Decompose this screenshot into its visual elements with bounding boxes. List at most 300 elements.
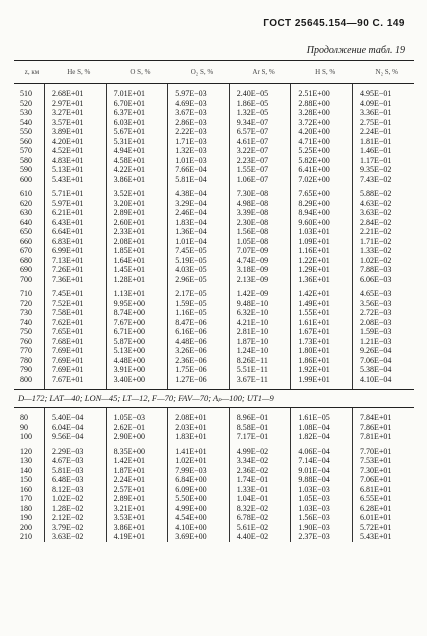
value-cell: 6.03E+01 bbox=[113, 117, 145, 127]
table-row bbox=[14, 308, 414, 318]
value-cell: 1.05E−08 bbox=[236, 236, 269, 246]
value-cell: 4.09E−01 bbox=[359, 98, 392, 108]
altitude-cell: 610 bbox=[20, 189, 32, 198]
value-cell: 1.03E−03 bbox=[298, 484, 330, 494]
value-cell: 5.50E+00 bbox=[175, 494, 207, 503]
value-cell: 5.13E+01 bbox=[52, 165, 84, 174]
altitude-cell: 690 bbox=[20, 265, 32, 274]
altitude-cell: 560 bbox=[20, 136, 32, 146]
altitude-cell: 170 bbox=[20, 494, 32, 503]
value-cell: 3.53E+01 bbox=[113, 513, 145, 522]
value-cell: 4.63E−02 bbox=[359, 198, 392, 208]
altitude-cell: 200 bbox=[20, 522, 32, 532]
value-cell: 6.43E+01 bbox=[52, 217, 84, 227]
value-cell: 6.70E+01 bbox=[113, 98, 145, 108]
altitude-cell: 510 bbox=[20, 89, 32, 98]
value-cell: 5.71E+01 bbox=[52, 189, 84, 198]
value-cell: 2.46E−04 bbox=[175, 208, 207, 217]
altitude-cell: 800 bbox=[20, 374, 32, 384]
altitude-cell: 120 bbox=[20, 446, 32, 456]
altitude-cell: 620 bbox=[20, 198, 32, 208]
value-cell: 2.33E+01 bbox=[113, 227, 145, 236]
value-cell: 1.36E−04 bbox=[175, 227, 207, 236]
table-continuation-label: Продолжение табл. 19 bbox=[306, 45, 405, 56]
altitude-cell: 710 bbox=[20, 289, 32, 298]
value-cell: 7.17E−01 bbox=[236, 432, 269, 441]
value-cell: 5.72E+01 bbox=[359, 522, 392, 532]
altitude-cell: 150 bbox=[20, 475, 32, 484]
table-row bbox=[14, 523, 414, 533]
value-cell: 5.82E+00 bbox=[298, 155, 330, 165]
value-cell: 1.41E+01 bbox=[175, 446, 207, 456]
altitude-cell: 750 bbox=[20, 327, 32, 336]
value-cell: 5.67E+01 bbox=[113, 127, 145, 136]
value-cell: 1.33E−01 bbox=[236, 484, 269, 494]
col-header-h: H S, % bbox=[315, 68, 336, 76]
value-cell: 1.56E−03 bbox=[298, 513, 330, 522]
value-cell: 4.67E−03 bbox=[52, 456, 84, 465]
altitude-cell: 160 bbox=[20, 484, 32, 494]
value-cell: 7.02E+00 bbox=[298, 174, 330, 184]
value-cell: 1.86E+01 bbox=[298, 355, 330, 365]
value-cell: 2.51E+00 bbox=[298, 89, 330, 98]
column-divider bbox=[44, 84, 45, 389]
value-cell: 8.32E−02 bbox=[236, 503, 269, 513]
value-cell: 4.10E+00 bbox=[175, 522, 207, 532]
value-cell: 2.36E−06 bbox=[175, 355, 207, 365]
value-cell: 4.58E+01 bbox=[113, 155, 145, 165]
value-cell: 1.75E−06 bbox=[175, 365, 207, 374]
value-cell: 4.48E+00 bbox=[113, 355, 145, 365]
value-cell: 2.08E+01 bbox=[113, 236, 145, 246]
value-cell: 1.01E−03 bbox=[175, 155, 207, 165]
table-row bbox=[14, 327, 414, 337]
value-cell: 7.53E+01 bbox=[359, 456, 392, 465]
value-cell: 7.67E+00 bbox=[113, 317, 145, 327]
value-cell: 1.02E−02 bbox=[52, 494, 84, 503]
altitude-cell: 580 bbox=[20, 155, 32, 165]
value-cell: 2.29E−03 bbox=[52, 446, 84, 456]
value-cell: 3.34E−02 bbox=[236, 456, 269, 465]
column-divider bbox=[290, 408, 291, 542]
altitude-cell: 760 bbox=[20, 336, 32, 346]
table-row bbox=[14, 513, 414, 523]
value-cell: 3.63E−02 bbox=[52, 532, 84, 541]
table-row bbox=[14, 365, 414, 375]
altitude-cell: 740 bbox=[20, 317, 32, 327]
table-row bbox=[14, 175, 414, 185]
col-header-n2: N₂ S, % bbox=[375, 68, 398, 76]
table-row bbox=[14, 299, 414, 309]
value-cell: 1.45E+01 bbox=[113, 265, 145, 274]
table-row bbox=[14, 227, 414, 237]
value-cell: 4.06E−04 bbox=[298, 446, 330, 456]
value-cell: 7.70E+01 bbox=[359, 446, 392, 456]
value-cell: 6.06E−03 bbox=[359, 274, 392, 284]
value-cell: 4.99E−02 bbox=[236, 446, 269, 456]
table-row bbox=[14, 432, 414, 442]
value-cell: 3.52E+01 bbox=[113, 189, 145, 198]
table-row bbox=[14, 413, 414, 423]
value-cell: 6.16E−06 bbox=[175, 327, 207, 336]
value-cell: 2.57E+01 bbox=[113, 484, 145, 494]
value-cell: 4.20E+01 bbox=[52, 136, 84, 146]
table-row bbox=[14, 494, 414, 504]
value-cell: 2.90E+00 bbox=[113, 432, 145, 441]
value-cell: 2.12E−02 bbox=[52, 513, 84, 522]
value-cell: 2.72E−03 bbox=[359, 308, 392, 317]
value-cell: 1.24E−10 bbox=[236, 346, 269, 355]
value-cell: 1.85E+01 bbox=[113, 246, 145, 255]
value-cell: 2.37E−03 bbox=[298, 532, 330, 541]
value-cell: 2.03E+01 bbox=[175, 422, 207, 432]
value-cell: 6.37E+01 bbox=[113, 108, 145, 117]
row-block-1 bbox=[14, 89, 414, 184]
value-cell: 3.67E−11 bbox=[236, 374, 268, 384]
table-row bbox=[14, 275, 414, 285]
altitude-cell: 630 bbox=[20, 208, 32, 217]
value-cell: 7.69E+01 bbox=[52, 355, 84, 365]
value-cell: 6.78E−02 bbox=[236, 513, 269, 522]
value-cell: 5.38E−04 bbox=[359, 365, 392, 374]
value-cell: 7.67E+01 bbox=[52, 374, 84, 384]
value-cell: 1.67E+01 bbox=[298, 327, 330, 336]
value-cell: 2.17E−05 bbox=[175, 289, 207, 298]
value-cell: 7.99E−03 bbox=[175, 465, 207, 475]
value-cell: 1.22E+01 bbox=[298, 255, 330, 265]
value-cell: 1.05E−03 bbox=[298, 494, 330, 503]
value-cell: 3.21E+01 bbox=[113, 503, 145, 513]
value-cell: 5.40E−04 bbox=[52, 413, 84, 422]
value-cell: 1.99E+01 bbox=[298, 374, 330, 384]
value-cell: 1.32E−03 bbox=[175, 146, 207, 155]
table-row bbox=[14, 89, 414, 99]
value-cell: 7.07E−09 bbox=[236, 246, 269, 255]
altitude-cell: 90 bbox=[20, 422, 28, 432]
value-cell: 5.61E−02 bbox=[236, 522, 269, 532]
column-divider bbox=[352, 84, 353, 389]
value-cell: 2.89E+01 bbox=[113, 208, 145, 217]
value-cell: 1.49E+01 bbox=[298, 298, 330, 308]
value-cell: 1.03E+01 bbox=[298, 227, 330, 236]
altitude-cell: 130 bbox=[20, 456, 32, 465]
table-row bbox=[14, 485, 414, 495]
value-cell: 4.38E−04 bbox=[175, 189, 207, 198]
value-cell: 4.22E+01 bbox=[113, 165, 145, 174]
value-cell: 4.20E+00 bbox=[298, 127, 330, 136]
value-cell: 9.34E−07 bbox=[236, 117, 269, 127]
value-cell: 5.97E−03 bbox=[175, 89, 207, 98]
value-cell: 2.36E−02 bbox=[236, 465, 269, 475]
value-cell: 7.13E+01 bbox=[52, 255, 84, 265]
altitude-cell: 730 bbox=[20, 308, 32, 317]
value-cell: 6.32E−10 bbox=[236, 308, 269, 317]
altitude-cell: 700 bbox=[20, 274, 32, 284]
value-cell: 4.52E+01 bbox=[52, 146, 84, 155]
value-cell: 1.42E+01 bbox=[113, 456, 145, 465]
value-cell: 4.74E−09 bbox=[236, 255, 269, 265]
table-row bbox=[14, 256, 414, 266]
altitude-cell: 780 bbox=[20, 355, 32, 365]
column-divider bbox=[167, 408, 168, 542]
value-cell: 6.99E+01 bbox=[52, 246, 84, 255]
table-row bbox=[14, 532, 414, 542]
value-cell: 5.13E+00 bbox=[113, 346, 145, 355]
value-cell: 1.71E−02 bbox=[359, 236, 392, 246]
value-cell: 2.96E−05 bbox=[175, 274, 207, 284]
value-cell: 3.86E+01 bbox=[113, 522, 145, 532]
value-cell: 6.64E+01 bbox=[52, 227, 84, 236]
value-cell: 3.28E+00 bbox=[298, 108, 330, 117]
altitude-cell: 140 bbox=[20, 465, 32, 475]
column-divider bbox=[106, 408, 107, 542]
column-divider bbox=[352, 408, 353, 542]
col-header-altitude: z, км bbox=[24, 68, 40, 76]
value-cell: 8.29E+00 bbox=[298, 198, 330, 208]
value-cell: 8.47E−06 bbox=[175, 317, 207, 327]
value-cell: 6.48E−03 bbox=[52, 475, 84, 484]
table-row bbox=[14, 118, 414, 128]
value-cell: 7.52E+01 bbox=[52, 298, 84, 308]
altitude-cell: 540 bbox=[20, 117, 32, 127]
value-cell: 7.81E+01 bbox=[359, 432, 392, 441]
value-cell: 7.01E+01 bbox=[113, 89, 145, 98]
value-cell: 2.60E+01 bbox=[113, 217, 145, 227]
value-cell: 3.91E+00 bbox=[113, 365, 145, 374]
value-cell: 2.08E−03 bbox=[359, 317, 392, 327]
column-divider bbox=[44, 408, 45, 542]
value-cell: 7.30E+01 bbox=[359, 465, 392, 475]
value-cell: 3.72E+00 bbox=[298, 117, 330, 127]
value-cell: 2.08E+01 bbox=[175, 413, 207, 422]
table-body-lower bbox=[14, 408, 414, 542]
value-cell: 7.86E+01 bbox=[359, 422, 392, 432]
altitude-cell: 530 bbox=[20, 108, 32, 117]
value-cell: 1.46E−01 bbox=[359, 146, 392, 155]
value-cell: 8.74E+00 bbox=[113, 308, 145, 317]
value-cell: 1.59E−05 bbox=[175, 298, 207, 308]
value-cell: 3.86E+01 bbox=[113, 174, 145, 184]
value-cell: 7.26E+01 bbox=[52, 265, 84, 274]
value-cell: 2.62E−01 bbox=[113, 422, 145, 432]
value-cell: 1.21E−03 bbox=[359, 336, 392, 346]
value-cell: 6.09E+00 bbox=[175, 484, 207, 494]
value-cell: 1.36E+01 bbox=[298, 274, 330, 284]
table-row bbox=[14, 356, 414, 366]
value-cell: 2.68E+01 bbox=[52, 89, 84, 98]
value-cell: 1.61E−05 bbox=[298, 413, 330, 422]
table-row bbox=[14, 189, 414, 199]
altitude-cell: 680 bbox=[20, 255, 32, 265]
value-cell: 3.67E−03 bbox=[175, 108, 207, 117]
value-cell: 1.13E+01 bbox=[113, 289, 145, 298]
value-cell: 7.65E+01 bbox=[52, 327, 84, 336]
value-cell: 4.03E−05 bbox=[175, 265, 207, 274]
value-cell: 1.09E+01 bbox=[298, 236, 330, 246]
altitude-cell: 790 bbox=[20, 365, 32, 374]
value-cell: 9.60E+00 bbox=[298, 217, 330, 227]
value-cell: 2.40E−05 bbox=[236, 89, 269, 98]
data-table bbox=[14, 60, 414, 542]
table-header-row bbox=[14, 60, 414, 84]
value-cell: 1.06E−07 bbox=[236, 174, 269, 184]
value-cell: 1.73E+01 bbox=[298, 336, 330, 346]
value-cell: 8.12E−03 bbox=[52, 484, 84, 494]
value-cell: 1.74E−01 bbox=[236, 475, 269, 484]
value-cell: 1.87E+01 bbox=[113, 465, 145, 475]
table-row bbox=[14, 346, 414, 356]
value-cell: 9.95E+00 bbox=[113, 298, 145, 308]
table-row bbox=[14, 265, 414, 275]
value-cell: 9.01E−04 bbox=[298, 465, 330, 475]
row-block-4 bbox=[14, 413, 414, 442]
value-cell: 4.54E+00 bbox=[175, 513, 207, 522]
value-cell: 5.97E+01 bbox=[52, 198, 84, 208]
table-row bbox=[14, 108, 414, 118]
value-cell: 8.26E−11 bbox=[236, 355, 268, 365]
value-cell: 1.04E−01 bbox=[236, 494, 269, 503]
value-cell: 4.69E−03 bbox=[175, 98, 207, 108]
table-body-upper bbox=[14, 84, 414, 389]
value-cell: 3.69E+00 bbox=[175, 532, 207, 541]
table-row bbox=[14, 137, 414, 147]
value-cell: 4.95E−01 bbox=[359, 89, 392, 98]
value-cell: 5.88E−02 bbox=[359, 189, 392, 198]
value-cell: 5.81E−03 bbox=[52, 465, 84, 475]
value-cell: 2.30E−08 bbox=[236, 217, 269, 227]
altitude-cell: 660 bbox=[20, 236, 32, 246]
value-cell: 1.83E−04 bbox=[175, 217, 207, 227]
value-cell: 2.84E−02 bbox=[359, 217, 392, 227]
table-row bbox=[14, 504, 414, 514]
altitude-cell: 550 bbox=[20, 127, 32, 136]
row-block-3 bbox=[14, 289, 414, 384]
value-cell: 2.75E−01 bbox=[359, 117, 392, 127]
column-divider bbox=[229, 84, 230, 389]
value-cell: 1.02E−02 bbox=[359, 255, 392, 265]
altitude-cell: 590 bbox=[20, 165, 32, 174]
value-cell: 7.66E−04 bbox=[175, 165, 207, 174]
value-cell: 7.43E−02 bbox=[359, 174, 392, 184]
value-cell: 1.81E−01 bbox=[359, 136, 392, 146]
altitude-cell: 100 bbox=[20, 432, 32, 441]
column-divider bbox=[106, 84, 107, 389]
value-cell: 3.18E−09 bbox=[236, 265, 269, 274]
value-cell: 6.28E+01 bbox=[359, 503, 392, 513]
value-cell: 1.86E−05 bbox=[236, 98, 269, 108]
value-cell: 1.28E+01 bbox=[113, 274, 145, 284]
value-cell: 4.71E+00 bbox=[298, 136, 330, 146]
value-cell: 9.48E−10 bbox=[236, 298, 269, 308]
value-cell: 8.35E+00 bbox=[113, 446, 145, 456]
value-cell: 4.48E−06 bbox=[175, 336, 207, 346]
value-cell: 2.88E+00 bbox=[298, 98, 330, 108]
value-cell: 1.16E−05 bbox=[175, 308, 207, 317]
col-header-o2: O₂ S, % bbox=[190, 68, 214, 76]
value-cell: 5.19E−05 bbox=[175, 255, 207, 265]
value-cell: 4.21E−10 bbox=[236, 317, 269, 327]
value-cell: 2.97E+01 bbox=[52, 98, 84, 108]
value-cell: 7.30E−08 bbox=[236, 189, 269, 198]
value-cell: 6.41E+00 bbox=[298, 165, 330, 174]
value-cell: 6.55E+01 bbox=[359, 494, 392, 503]
value-cell: 7.58E+01 bbox=[52, 308, 84, 317]
value-cell: 1.29E+01 bbox=[298, 265, 330, 274]
value-cell: 2.13E−09 bbox=[236, 274, 269, 284]
table-row bbox=[14, 337, 414, 347]
value-cell: 3.29E−04 bbox=[175, 198, 207, 208]
value-cell: 6.71E+00 bbox=[113, 327, 145, 336]
value-cell: 3.40E+00 bbox=[113, 374, 145, 384]
table-row bbox=[14, 423, 414, 433]
table-row bbox=[14, 218, 414, 228]
value-cell: 1.08E−04 bbox=[298, 422, 330, 432]
altitude-cell: 190 bbox=[20, 513, 32, 522]
value-cell: 1.55E+01 bbox=[298, 308, 330, 317]
col-header-ar: Ar S, % bbox=[252, 68, 275, 76]
table-row bbox=[14, 289, 414, 299]
value-cell: 8.96E−01 bbox=[236, 413, 269, 422]
column-divider bbox=[167, 84, 168, 389]
value-cell: 7.62E+01 bbox=[52, 317, 84, 327]
value-cell: 2.81E−10 bbox=[236, 327, 269, 336]
value-cell: 2.86E−03 bbox=[175, 117, 207, 127]
value-cell: 1.82E−04 bbox=[298, 432, 330, 441]
value-cell: 3.56E−03 bbox=[359, 298, 392, 308]
value-cell: 1.32E−05 bbox=[236, 108, 269, 117]
value-cell: 4.98E−08 bbox=[236, 198, 269, 208]
table-row bbox=[14, 475, 414, 485]
value-cell: 5.51E−11 bbox=[236, 365, 268, 374]
value-cell: 7.69E+01 bbox=[52, 346, 84, 355]
value-cell: 2.21E−02 bbox=[359, 227, 392, 236]
value-cell: 1.42E−09 bbox=[236, 289, 269, 298]
altitude-cell: 570 bbox=[20, 146, 32, 155]
value-cell: 3.57E+01 bbox=[52, 117, 84, 127]
value-cell: 1.17E−01 bbox=[359, 155, 392, 165]
col-header-he: He S, % bbox=[67, 68, 91, 76]
value-cell: 9.56E−04 bbox=[52, 432, 84, 441]
value-cell: 3.27E+01 bbox=[52, 108, 84, 117]
row-block-5 bbox=[14, 447, 414, 542]
value-cell: 2.24E+01 bbox=[113, 475, 145, 484]
table-row bbox=[14, 246, 414, 256]
value-cell: 5.43E+01 bbox=[359, 532, 392, 541]
value-cell: 4.19E+01 bbox=[113, 532, 145, 541]
column-divider bbox=[229, 408, 230, 542]
value-cell: 6.01E+01 bbox=[359, 513, 392, 522]
value-cell: 4.61E−07 bbox=[236, 136, 269, 146]
value-cell: 4.99E+00 bbox=[175, 503, 207, 513]
value-cell: 2.24E−01 bbox=[359, 127, 392, 136]
value-cell: 6.81E+01 bbox=[359, 484, 392, 494]
conditions-line: D—172; LAT—40; LON—45; LT—12, F—70; FAV—70; Aₚ—100; UT1—9 bbox=[14, 389, 414, 408]
altitude-cell: 210 bbox=[20, 532, 32, 541]
value-cell: 1.61E+01 bbox=[298, 317, 330, 327]
altitude-cell: 650 bbox=[20, 227, 32, 236]
value-cell: 1.28E−02 bbox=[52, 503, 84, 513]
value-cell: 9.26E−04 bbox=[359, 346, 392, 355]
table-row bbox=[14, 146, 414, 156]
value-cell: 1.27E−06 bbox=[175, 374, 207, 384]
value-cell: 6.04E−04 bbox=[52, 422, 84, 432]
value-cell: 7.68E+01 bbox=[52, 336, 84, 346]
altitude-cell: 600 bbox=[20, 174, 32, 184]
value-cell: 1.03E−03 bbox=[298, 503, 330, 513]
value-cell: 3.79E−02 bbox=[52, 522, 84, 532]
value-cell: 1.59E−03 bbox=[359, 327, 392, 336]
value-cell: 5.43E+01 bbox=[52, 174, 84, 184]
